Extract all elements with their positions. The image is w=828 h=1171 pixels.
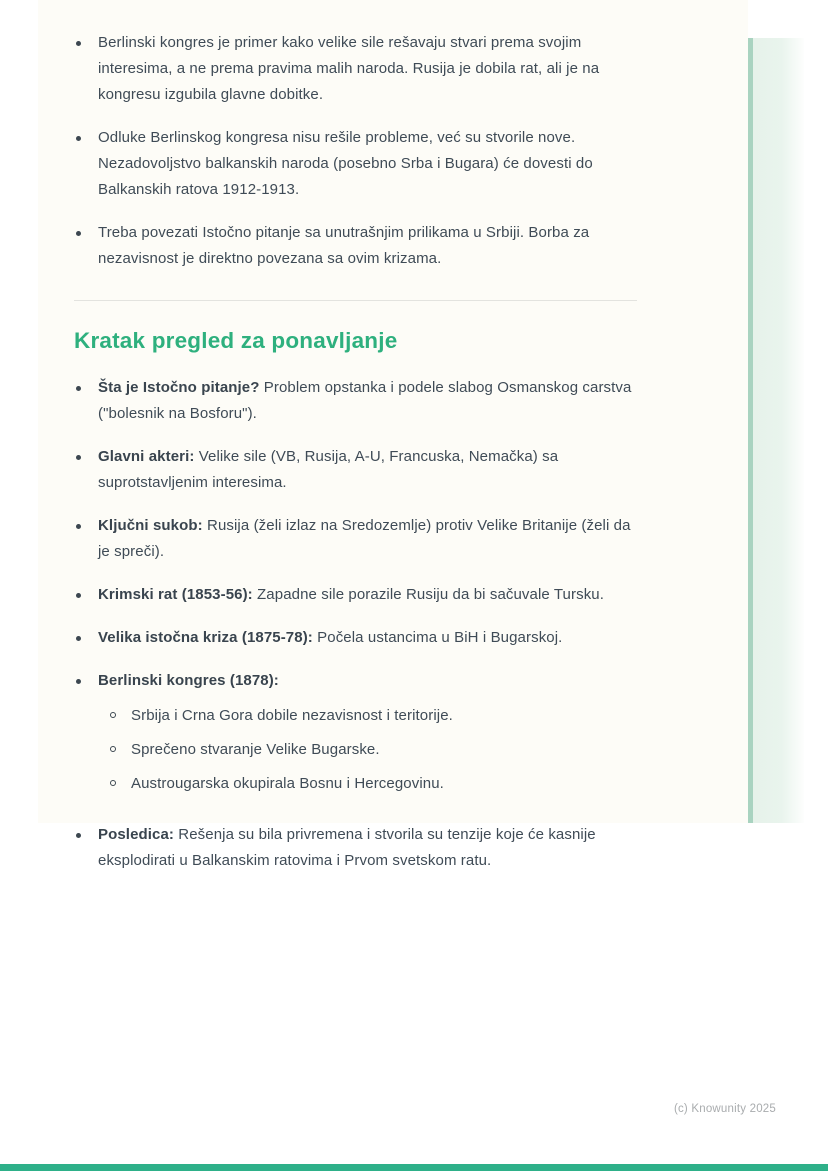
bullet-dot-icon	[76, 231, 81, 236]
list-item	[72, 513, 706, 565]
section-heading: Kratak pregled za ponavljanje	[74, 328, 398, 353]
list-item	[72, 822, 706, 874]
bullet-body: Rusija (želi izlaz na Sredozemlje) protiv Velike Britanije (želi da je spreči).	[98, 517, 631, 560]
bullet-dot-icon	[76, 41, 81, 46]
list-item	[72, 668, 706, 805]
bullet-body: Rešenja su bila privremena i stvorila su tenzije koje će kasnije eksplodirati u Balkanskim ratovima i Prvom svetskom ratu.	[98, 826, 596, 869]
bullet-circle-icon	[110, 712, 116, 718]
bullet-text: Berlinski kongres je primer kako velike sile rešavaju stvari prema svojim interesima, a ne prema pravima malih naroda. Rusija je dobila rat, ali je na kongresu izgubila glavne dobitke.	[98, 34, 600, 103]
bullet-lead-bold: Ključni sukob:	[98, 517, 203, 534]
bullet-lead-bold: Šta je Istočno pitanje?	[98, 379, 260, 396]
list-item	[72, 582, 706, 608]
list-item	[72, 625, 706, 651]
sub-bullet-text: Austrougarska okupirala Bosnu i Hercegovinu.	[131, 775, 444, 792]
list-item	[72, 375, 706, 427]
bullet-dot-icon	[76, 524, 81, 529]
bullet-text: Treba povezati Istočno pitanje sa unutrašnjim prilikama u Srbiji. Borba za nezavisnost je direktno povezana sa ovim krizama.	[98, 224, 590, 267]
bullet-body: Zapadne sile porazile Rusiju da bi sačuvale Tursku.	[252, 586, 604, 603]
bullet-body: Velike sile (VB, Rusija, A-U, Francuska, Nemačka) sa suprotstavljenim interesima.	[98, 448, 559, 491]
section-divider	[74, 300, 637, 301]
decorative-side-strip	[748, 38, 804, 823]
sub-list-item	[110, 703, 635, 729]
list-item	[72, 125, 706, 203]
intro-bullet-list	[72, 30, 706, 272]
bullet-text	[98, 822, 635, 874]
bullet-dot-icon	[76, 136, 81, 141]
sub-bullet-list	[110, 703, 635, 797]
bullet-lead-bold: Posledica:	[98, 826, 175, 843]
bullet-text	[98, 625, 635, 651]
bullet-dot-icon	[76, 636, 81, 641]
bullet-text	[98, 444, 635, 496]
review-bullet-list	[72, 375, 706, 874]
sub-bullet-text: Sprečeno stvaranje Velike Bugarske.	[131, 741, 380, 758]
bullet-text	[98, 668, 635, 805]
bullet-text	[98, 582, 635, 608]
bullet-body: Počela ustancima u BiH i Bugarskoj.	[312, 629, 563, 646]
document-page-card	[38, 0, 748, 869]
document-content	[38, 0, 748, 874]
bullet-lead-bold: Krimski rat (1853-56):	[98, 586, 253, 603]
bullet-text	[98, 375, 635, 427]
bullet-dot-icon	[76, 593, 81, 598]
list-item	[72, 30, 706, 108]
sub-list-item	[110, 771, 635, 797]
bullet-lead-bold: Berlinski kongres (1878):	[98, 672, 279, 689]
page-bottom-bar	[0, 1164, 828, 1171]
bullet-lead-bold: Velika istočna kriza (1875-78):	[98, 629, 313, 646]
list-item	[72, 220, 706, 272]
sub-bullet-text: Srbija i Crna Gora dobile nezavisnost i teritorije.	[131, 707, 453, 724]
bullet-text	[98, 513, 635, 565]
sub-list-item	[110, 737, 635, 763]
bullet-dot-icon	[76, 833, 81, 838]
bullet-text: Odluke Berlinskog kongresa nisu rešile probleme, već su stvorile nove. Nezadovoljstvo balkanskih naroda (posebno Srba i Bugara) će dovesti do Balkanskih ratova 1912-1913.	[98, 129, 593, 198]
list-item	[72, 444, 706, 496]
bullet-body: Problem opstanka i podele slabog Osmanskog carstva ("bolesnik na Bosforu").	[98, 379, 632, 422]
bullet-circle-icon	[110, 780, 116, 786]
copyright-notice: (c) Knowunity 2025	[673, 1103, 776, 1115]
bullet-dot-icon	[76, 679, 81, 684]
bullet-dot-icon	[76, 386, 81, 391]
bullet-lead-bold: Glavni akteri:	[98, 448, 195, 465]
bullet-circle-icon	[110, 746, 116, 752]
bullet-dot-icon	[76, 455, 81, 460]
